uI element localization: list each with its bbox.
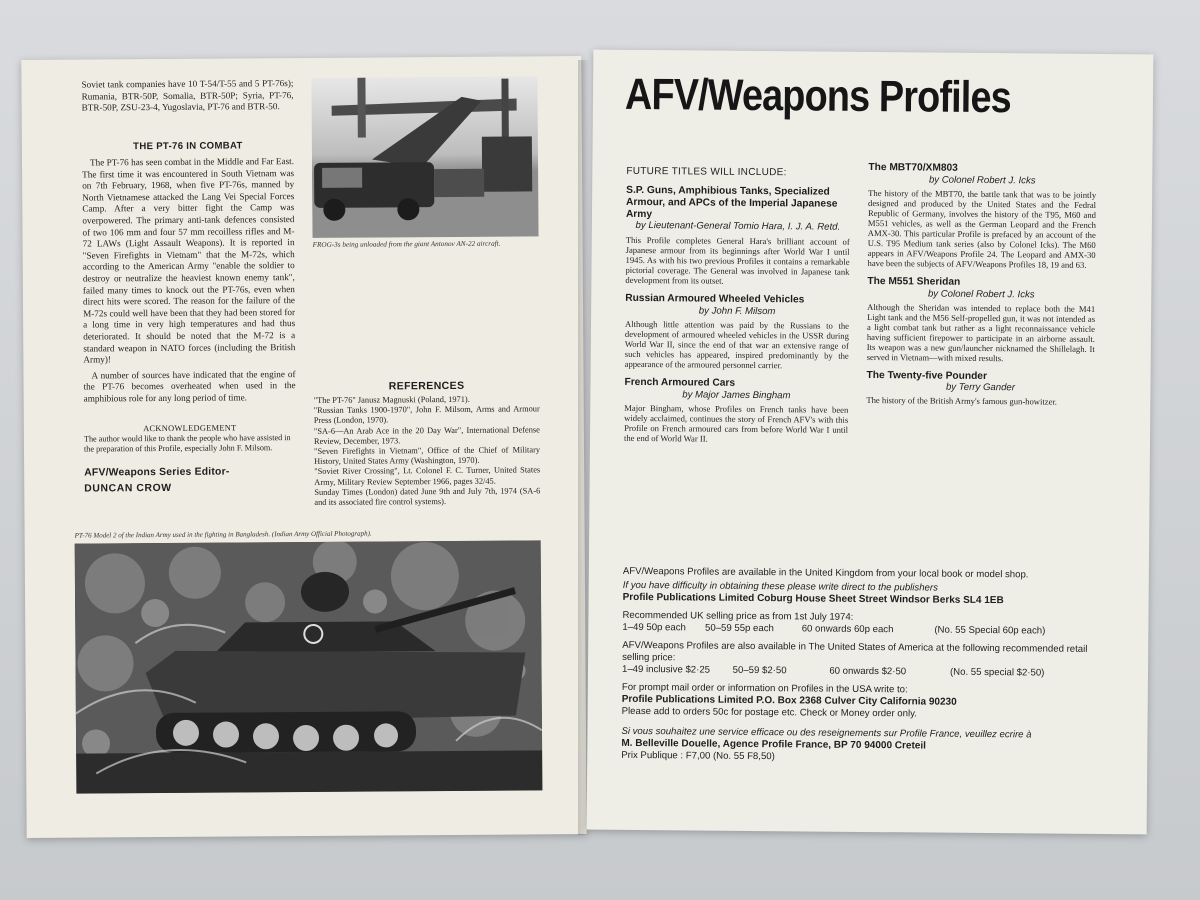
uk-price-intro: Recommended UK selling price as from 1st July 1974: (622, 609, 854, 623)
postage-line: Please add to orders 50c for postage etc. Check or Money order only. (621, 705, 917, 720)
french-address: M. Belleville Douelle, Agence Profile France, BP 70 94000 Creteil (621, 737, 926, 752)
right-page (587, 50, 1154, 835)
reference-item: Sunday Times (London) dated June 9th and July 7th, 1974 (SA-6 and its associated fire control systems). (314, 486, 541, 507)
usa-address: Profile Publications Limited P.O. Box 2368 Culver City California 90230 (621, 693, 957, 708)
future-title-description: The history of the MBT70, the battle tank that was to be jointly designed and produced by the United States and the Fedral Republic of Germany, involves the history of the T95, M60 and M551 vehicles, as well as the German Leopard and the French AMX-30. This particular Profile is prefaced by an account of the U.S. T95 Medium tank series (also by Colonel Icks). The M60 appears in AFV/Weapons Profile 24. The Leopard and AMX-30 have been the subjects of AFV/Weapons Profiles 18, 19 and 63. (867, 187, 1097, 270)
usa-price: 50–59 $2·50 (732, 664, 787, 677)
future-title-name: The MBT70/XM803 (868, 161, 958, 174)
reference-item: "SA-6—An Arab Ace in the 20 Day War", International Defense Review, December, 1973. (313, 424, 540, 446)
tank-illustration (75, 540, 543, 793)
reference-item: "The PT-76" Janusz Magnuski (Poland, 1971). (313, 394, 470, 405)
future-title-name: The Twenty-five Pounder (866, 369, 988, 382)
future-title-description: This Profile completes General Hara's brilliant account of Japanese armour from its beginnings after World War I until 1945. As with his two previous Profiles it contains a remarkable pictorial coverage. The General was involved in Japanese tank development from its outset. (625, 235, 850, 287)
future-title-description: Although the Sheridan was intended to replace both the M41 Light tank and the M56 Self-propelled gun, it was not intended as a light combat tank but rather as a light reconnaissance vehicle having sufficient firepower to participate in an airborne assault. Its weapon was a new gun/launcher nicknamed the Shillelagh. It served in Vietnam—with mixed results. (866, 301, 1096, 363)
uk-price: 50–59 55p each (704, 622, 774, 635)
usa-price: (No. 55 special $2·50) (949, 666, 1045, 679)
future-title-entry (625, 185, 850, 287)
difficulty-line: If you have difficulty in obtaining these please write direct to the publishers (622, 579, 938, 594)
left-page (21, 56, 586, 838)
future-title-name: Russian Armoured Wheeled Vehicles (625, 293, 805, 306)
future-titles-right-column (866, 162, 1096, 407)
tank-photo (75, 540, 543, 793)
usa-price: 1–49 inclusive $2·25 (621, 663, 711, 676)
combat-section (82, 156, 296, 409)
usa-mail-line: For prompt mail order or information on Profiles in the USA write to: (621, 681, 908, 696)
french-price: Prix Publique : F7,00 (No. 55 F8,50) (621, 749, 775, 763)
page-title: AFV/Weapons Profiles (624, 69, 1012, 123)
future-titles-left-column (624, 185, 850, 445)
future-titles-label: FUTURE TITLES WILL INCLUDE: (626, 165, 787, 179)
future-title-author: by Colonel Robert J. Icks (927, 288, 1035, 301)
future-title-author: by Colonel Robert J. Icks (928, 174, 1036, 187)
references-list (314, 394, 541, 508)
combat-paragraph-1: The PT-76 has seen combat in the Middle and Far East. The first time it was encountered in South Vietnam was on 7th February, 1968, when five PT-76s, manned by North Vietnamese attacked the Lang Vei Special Forces Camp. After a very bitter fight the Camp was overpowered. The primary anti-tank defences consisted of two 106 mm and four 57 mm recoilless rifles and M-72 LAWs (Light Assault Weapons). It is reported in "Seven Firefights in Vietnam" that the M-72s, which according to the American Army "enable the soldier to destroy or neutralize the heaviest known enemy tank", failed many times to knock out the PT-76s, even when direct hits were scored. The reason for the failure of the M-72s could well have been that they had been stored for a long time in very high temperatures and had thus deteriorated. It should be noted that the M-72 is a standard weapon in NATO forces (including the British Army)! (82, 156, 296, 365)
future-title-entry (625, 293, 850, 371)
combat-paragraph-2: A number of sources have indicated that the engine of the PT-76 becomes overheated when used in the amphibious role for any long period of time. (83, 368, 296, 404)
future-title-name: French Armoured Cars (624, 377, 736, 390)
future-title-entry (867, 276, 1096, 364)
references-heading: REFERENCES (388, 379, 465, 393)
series-editor-label: AFV/Weapons Series Editor- (84, 466, 230, 479)
future-title-entry (866, 370, 1094, 408)
future-title-author: by John F. Milsom (698, 305, 776, 318)
future-title-author: by Major James Bingham (682, 389, 791, 402)
series-editor-name: DUNCAN CROW (84, 482, 172, 495)
usa-price: 60 onwards $2·50 (829, 665, 907, 678)
french-line: Si vous souhaitez une service efficace ou des reseignements sur Profile France, veuillez ecrire à (621, 725, 1032, 741)
combat-heading: THE PT-76 IN COMBAT (133, 140, 243, 153)
future-title-entry (868, 162, 1097, 270)
future-title-author: by Terry Gander (945, 382, 1016, 394)
reference-item: "Russian Tanks 1900-1970", John F. Milsom, Arms and Armour Press (London, 1970). (313, 404, 540, 426)
intro-paragraph (81, 78, 293, 114)
usa-availability-line: AFV/Weapons Profiles are also available in The United States of America at the following recommended retail selling price: (622, 639, 1088, 664)
future-title-entry (624, 377, 849, 445)
uk-price: 60 onwards 60p each (801, 623, 894, 636)
future-title-description: The history of the British Army's famous gun-howitzer. (866, 395, 1057, 408)
uk-availability-line: AFV/Weapons Profiles are available in the United Kingdom from your local book or model shop. (622, 565, 1029, 581)
uk-address: Profile Publications Limited Coburg House Sheet Street Windsor Berks SL4 1EB (622, 591, 1004, 607)
reference-item: "Soviet River Crossing", Lt. Colonel F. C. Turner, United States Army, Military Review September 1966, pages 32/45. (314, 465, 541, 487)
availability-section (621, 566, 1103, 766)
uk-price: 1–49 50p each (622, 621, 686, 634)
aircraft-truck-illustration (311, 76, 538, 238)
aircraft-photo (311, 76, 538, 238)
future-title-description: Major Bingham, whose Profiles on French tanks have been widely acclaimed, continues the story of French AFV's with this Profile on French armoured cars from before World War I until the end of World War II. (623, 402, 849, 444)
aircraft-photo-caption: FROG-3s being unloaded from the giant Antonov AN-22 aircraft. (312, 239, 501, 249)
acknowledgement-heading: ACKNOWLEDGEMENT (143, 423, 237, 434)
future-title-description: Although little attention was paid by the Russians to the development of armoured wheeled vehicles in the USSR during World War II, since the end of that war an extensive range of such vehicles has appeared, inspired predominantly by the appearance of the armoured personnel carrier. (624, 319, 850, 371)
uk-price: (No. 55 Special 60p each) (934, 624, 1046, 637)
acknowledgement-text: The author would like to thank the people who have assisted in the preparation of this Profile, especially John F. Milsom. (83, 433, 291, 454)
tank-photo-caption: PT-76 Model 2 of the Indian Army used in the fighting in Bangladesh. (Indian Army Official Photograph). (74, 529, 372, 540)
intro-text: Soviet tank companies have 10 T-54/T-55 and 5 PT-76s); Rumania, BTR-50P, Somalia, BTR-50P; Syria, PT-76, BTR-50P, ZSU-23-4, Yugoslavia, PT-76 and BTR-50. (81, 78, 294, 113)
reference-item: "Seven Firefights in Vietnam", Office of the Chief of Military History, United States Army (Washington, 1970). (313, 445, 541, 467)
future-title-name: The M551 Sheridan (867, 275, 961, 288)
future-title-author: by Lieutenant-General Tomio Hara, I. J. A. Retd. (635, 220, 841, 234)
future-title-name: S.P. Guns, Amphibious Tanks, Specialized Armour, and APCs of the Imperial Japanese Army (625, 184, 838, 220)
